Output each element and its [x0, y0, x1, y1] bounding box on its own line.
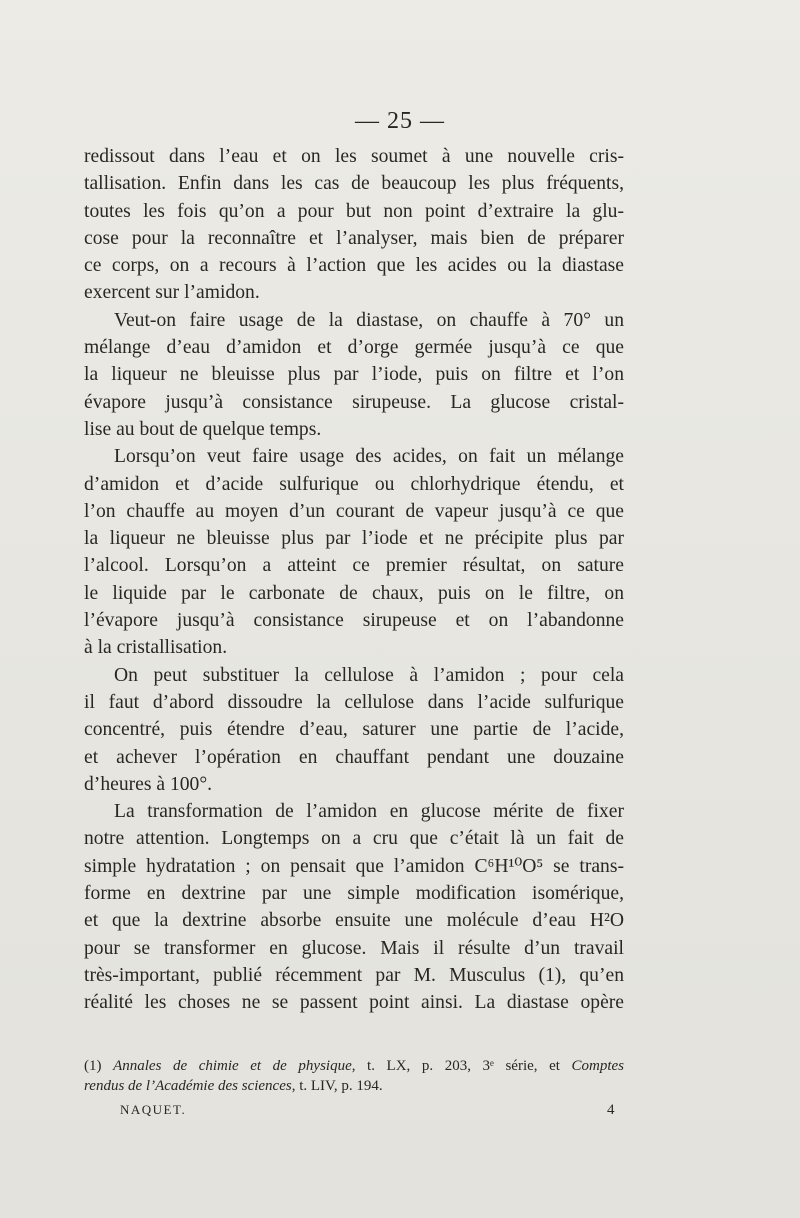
body-line: d’amidon et d’acide sulfurique ou chlorhydrique étendu, et	[84, 473, 624, 495]
body-line: l’on chauffe au moyen d’un courant de vapeur jusqu’à ce que	[84, 500, 624, 522]
body-line: lise au bout de quelque temps.	[84, 418, 322, 440]
body-text	[84, 143, 624, 1017]
page-number: — 25 —	[355, 108, 445, 134]
body-line: l’évapore jusqu’à consistance sirupeuse et on l’abandonne	[84, 610, 624, 632]
body-line: la liqueur ne bleuisse plus par l’iode et ne précipite plus par	[84, 528, 624, 550]
body-line: mélange d’eau d’amidon et d’orge germée jusqu’à ce que	[84, 337, 624, 359]
body-line: à la cristallisation.	[84, 637, 228, 659]
body-line: toutes les fois qu’on a pour but non point d’extraire la glu-	[84, 200, 624, 222]
body-line: évapore jusqu’à consistance sirupeuse. La glucose cristal-	[84, 391, 624, 413]
body-line: le liquide par le carbonate de chaux, puis on le filtre, on	[84, 582, 624, 604]
body-line: ce corps, on a recours à l’action que les acides ou la diastase	[84, 255, 624, 277]
sheet-number: 4	[607, 1102, 616, 1118]
body-line: simple hydratation ; on pensait que l’amidon C⁶H¹⁰O⁵ se trans-	[84, 855, 624, 877]
body-line: d’heures à 100°.	[84, 773, 213, 795]
body-line: notre attention. Longtemps on a cru que c’était là un fait de	[84, 828, 624, 850]
body-line: concentré, puis étendre d’eau, saturer une partie de l’acide,	[84, 719, 624, 741]
body-line: On peut substituer la cellulose à l’amidon ; pour cela	[114, 664, 624, 686]
body-line: l’alcool. Lorsqu’on a atteint ce premier résultat, on sature	[84, 555, 624, 577]
footnote	[84, 1056, 624, 1096]
body-line: très-important, publié récemment par M. Musculus (1), qu’en	[84, 964, 624, 986]
body-line: et que la dextrine absorbe ensuite une molécule d’eau H²O	[84, 910, 624, 932]
body-line: pour se transformer en glucose. Mais il résulte d’un travail	[84, 937, 624, 959]
body-line: forme en dextrine par une simple modification isomérique,	[84, 883, 624, 905]
footnote-line-2: rendus de l’Académie des sciences, t. LIV, p. 194.	[84, 1078, 383, 1094]
body-line: Lorsqu’on veut faire usage des acides, on fait un mélange	[114, 446, 624, 468]
footnote-line-1: (1) Annales de chimie et de physique, t. LX, p. 203, 3ᵉ série, et Comptes	[84, 1058, 624, 1074]
body-line: La transformation de l’amidon en glucose mérite de fixer	[114, 801, 624, 823]
body-line: il faut d’abord dissoudre la cellulose dans l’acide sulfurique	[84, 691, 624, 713]
body-line: Veut-on faire usage de la diastase, on chauffe à 70° un	[114, 309, 624, 331]
body-line: tallisation. Enfin dans les cas de beaucoup les plus fréquents,	[84, 173, 624, 195]
body-line: réalité les choses ne se passent point ainsi. La diastase opère	[84, 992, 624, 1014]
body-line: et achever l’opération en chauffant pendant une douzaine	[84, 746, 624, 768]
signature-row	[84, 1102, 624, 1119]
body-line: la liqueur ne bleuisse plus par l’iode, puis on filtre et l’on	[84, 364, 624, 386]
body-line: exercent sur l’amidon.	[84, 282, 260, 304]
printer-signature: NAQUET.	[120, 1102, 187, 1117]
body-line: redissout dans l’eau et on les soumet à une nouvelle cris-	[84, 146, 624, 167]
body-line: cose pour la reconnaître et l’analyser, mais bien de préparer	[84, 227, 624, 249]
